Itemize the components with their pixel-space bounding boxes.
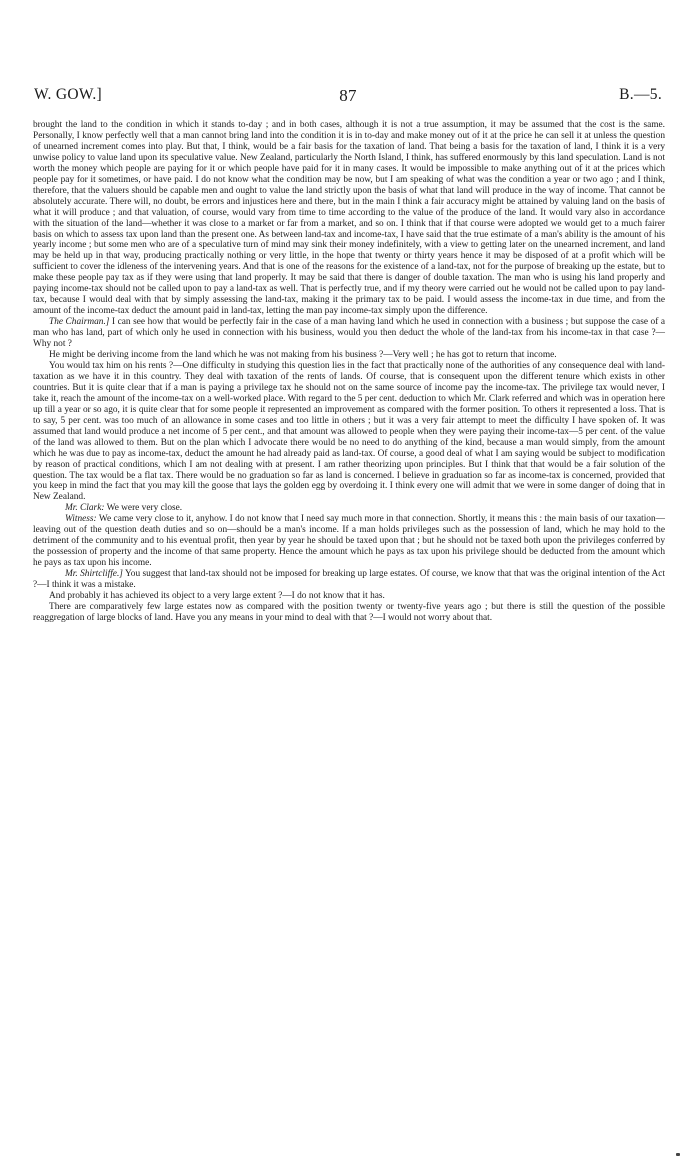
paragraph-text: brought the land to the condition in which it stands to-day ; and in both cases, although it is not a true assumption, it may be assumed that the cost is the same. Personally, I know perfectly well that a man cannot bring land into the condition it is in to-day and make money out of it at the price he can sell it at unless the question of unearned increment comes into play. But that, I think, would be a fair basis for the taxation of land. That being a basis for the taxation of land, I think it is a very unwise policy to value land upon its speculative value. New Zealand, particularly the North Island, I think, has suffered enormously by this land speculation. Land is not worth the money which people are paying for it or which people have paid for it in many cases. It would be impossible to make anything out of it at the prices which people pay for it sometimes, or have paid. I do not know what the condition may be now, but I am speaking of what was the condition a year or two ago ; and I think, therefore, that the valuers should be capable men and ought to value the land strictly upon the basis of what that land will produce in the way of income. That cannot be absolutely accurate. There will, no doubt, be errors and injustices here and there, but in the main I think a fair accuracy might be attained by valuing land on the basis of what it will produce ; and that valuation, of course, would vary from time to time according to the value of the produce of the land. It would vary also in accordance with the situation of the land—whether it was close to a market or far from a market, and so on. I think that if that course were adopted we would get to a much fairer basis on which to assess tax upon land than the present one. As between land-tax and income-tax, I have said that the true estimate of a man's ability is the amount of his yearly income ; but some men who are of a speculative turn of mind may sink their money indefinitely, with a view to getting later on the unearned increment, and land may be held up in that way, producing practically nothing or very little, in the hope that twenty or thirty years hence it may be disposed of at a profit which will be sufficient to cover the idleness of the intervening years. And that is one of the reasons for the existence of a land-tax, not for the purpose of breaking up the estate, but to make these people pay tax as if they were using that land properly. It may be said that there is danger of double taxation. The man who is using his land properly and paying income-tax should not be called upon to pay a land-tax as well. That is perfectly true, and if my theory were carried out he would not be called upon to pay land-tax, because I would deal with that by simply assessing the land-tax, making it the primary tax to be paid. I would assess the income-tax in due time, and from the amount of the income-tax deduct the amount paid in land-tax, letting the man pay income-tax simply upon the difference. — [33, 120, 665, 317]
speaker-label: The Chairman.] — [49, 317, 110, 328]
scan-mark — [676, 1153, 680, 1156]
paragraph — [33, 514, 665, 569]
paragraph — [33, 503, 665, 514]
page-header — [34, 86, 662, 110]
paragraph-text: We came very close to it, anyhow. I do not know that I need say much more in that connection. Shortly, it means this : the main basis of our taxation—leaving out of the question death duties and so on—should be a man's income. If a man holds privileges such as the possession of land, which he may hold to the detriment of the community and to his eventual profit, then year by year he should be taxed upon that ; but he should not be taxed both upon the privileges conferred by the possession of property and the income of that same property. Hence the amount which he pays as tax upon his privilege should be deducted from the amount which he pays as tax upon his income. — [33, 514, 665, 569]
paragraph — [33, 361, 665, 503]
paragraph — [33, 350, 665, 361]
paragraph — [33, 591, 665, 602]
speaker-label: Mr. Shirtcliffe.] — [65, 569, 123, 580]
paragraph-text: You would tax him on his rents ?—One difficulty in studying this question lies in the fact that practically none of the authorities of any consequence deal with land-taxation as we have it in this country. They deal with taxation of the rents of lands. Of course, that is consequent upon the different tenure which exists in other countries. But it is quite clear that if a man is paying a privilege tax he should not on the same source of income pay the income-tax. The privilege tax would never, I take it, reach the amount of the income-tax on a well-worked place. With regard to the 5 per cent. deduction to which Mr. Clark referred and which was in operation here up till a year or so ago, it is quite clear that for some people it represented an improvement as compared with the former position. To others it represented a loss. That is to say, 5 per cent. was too much of an allowance in some cases and too little in others ; but it was a very fair attempt to meet the difficulty I have spoken of. It was assumed that land would produce a net income of 5 per cent., and that amount was allowed to people when they were paying their income-tax—5 per cent. of the value of the land was allowed to them. But on the plan which I advocate there would be no need to do anything of the kind, because a man would simply, from the amount which he was due to pay as income-tax, deduct the amount he had already paid as land-tax. Of course, a good deal of what I am saying would be subject to modification by reason of practical conditions, which I am not dealing with at present. I am rather theorizing upon principles. But I think that that would be a fair solution of the question. The tax would be a flat tax. There would be no graduation so far as land is concerned. I believe in graduation so far as income-tax is concerned, provided that you keep in mind the fact that you may kill the goose that lays the golden egg by overdoing it. I think every one will admit that we were in some danger of doing that in New Zealand. — [33, 360, 665, 503]
witness-header: W. GOW.] — [34, 86, 102, 103]
page-number: 87 — [339, 86, 357, 105]
speaker-label: Witness: — [65, 514, 97, 525]
paragraph-text: I can see how that would be perfectly fair in the case of a man having land which he used in connection with a business ; but suppose the case of a man who has land, part of which only he used in connection with his business, would you then deduct the whole of the land-tax from his income-tax in that case ?—Why not ? — [33, 317, 665, 350]
paragraph-text: We were very close. — [104, 503, 183, 514]
paragraph — [33, 120, 665, 317]
paragraph — [33, 569, 665, 591]
speaker-label: Mr. Clark: — [65, 503, 105, 514]
paragraph — [33, 602, 665, 624]
paragraph — [33, 317, 665, 350]
paper-reference: B.—5. — [619, 86, 662, 103]
paragraph-text: And probably it has achieved its object to a very large extent ?—I do not know that it has. — [49, 590, 385, 601]
paragraph-text: There are comparatively few large estates now as compared with the position twenty or twenty-five years ago ; but there is still the question of the possible reaggregation of large blocks of land. Have you any means in your mind to deal with that ?—I would not worry about that. — [33, 601, 665, 623]
body-text — [33, 120, 665, 624]
paragraph-text: You suggest that land-tax should not be imposed for breaking up large estates. Of course, we know that that was the original intention of the Act ?—I think it was a mistake. — [33, 569, 665, 591]
paragraph-text: He might be deriving income from the land which he was not making from his business ?—Very well ; he has got to return that income. — [49, 350, 557, 361]
